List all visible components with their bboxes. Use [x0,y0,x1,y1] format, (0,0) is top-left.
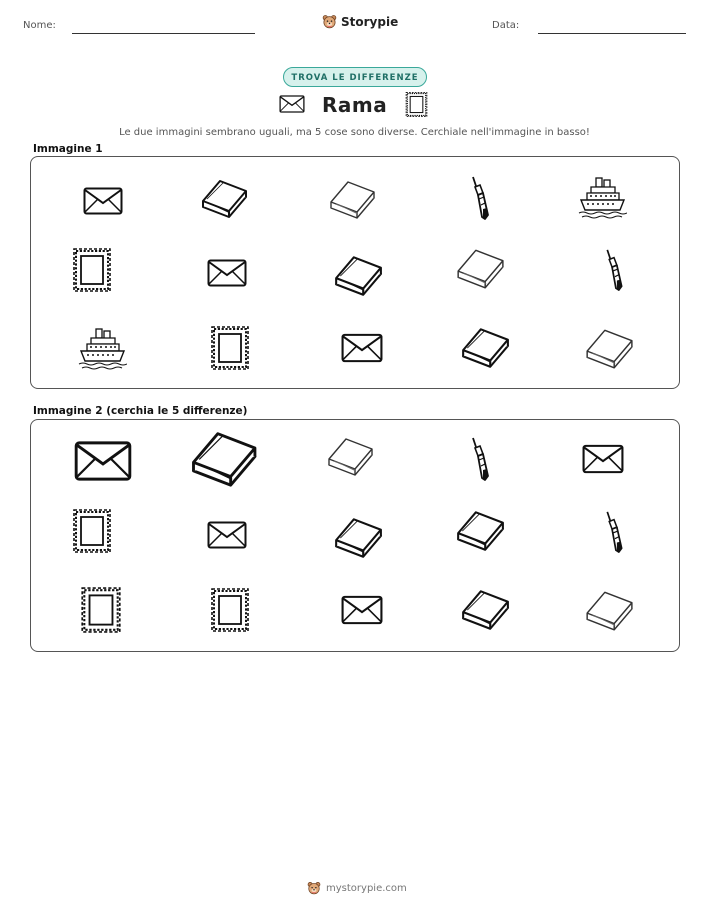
pen-icon[interactable] [469,436,491,482]
envelope-icon[interactable] [83,186,123,216]
date-label: Data: [492,20,520,31]
instructions: Le due immagini sembrano uguali, ma 5 cose sono diverse. Cerchiale nell'immagine in basso! [119,127,590,138]
footer-site[interactable]: mystorypie.com [326,882,407,894]
envelope-icon[interactable] [341,333,383,363]
pen-icon[interactable] [469,175,491,221]
ship-icon[interactable] [77,325,127,373]
envelope-icon[interactable] [341,595,383,625]
pen-icon[interactable] [604,510,624,554]
page-title: Rama [322,93,388,117]
bear-icon [322,14,337,29]
book-icon[interactable] [332,515,384,559]
book-icon[interactable] [583,587,635,633]
panel2-label: Immagine 2 (cerchia le 5 differenze) [33,405,248,417]
stamp-icon [405,91,428,118]
book-icon[interactable] [332,253,384,297]
book-icon[interactable] [327,177,377,221]
stamp-icon[interactable] [71,247,113,293]
brand-name: Storypie [341,14,399,29]
activity-badge: TROVA LE DIFFERENZE [283,67,427,87]
title-row [0,93,709,121]
picture-panel-2[interactable] [30,419,680,652]
picture-panel-1[interactable] [30,156,680,389]
name-field[interactable] [72,33,255,34]
book-icon[interactable] [454,507,506,553]
ship-icon[interactable] [577,175,627,221]
envelope-icon [279,95,305,113]
book-icon[interactable] [459,587,511,631]
stamp-icon[interactable] [209,325,251,371]
brand-logo [322,14,398,29]
envelope-icon[interactable] [582,444,624,474]
footer [307,881,407,895]
stamp-icon[interactable] [71,508,113,554]
book-icon[interactable] [583,325,635,371]
envelope-icon[interactable] [207,520,247,550]
book-icon[interactable] [325,433,375,479]
stamp-icon[interactable] [79,586,123,634]
bear-icon [307,881,321,895]
book-icon[interactable] [459,325,511,369]
book-icon[interactable] [186,428,261,488]
panel1-label: Immagine 1 [33,143,103,155]
envelope-icon[interactable] [74,440,132,482]
name-label: Nome: [23,20,56,31]
pen-icon[interactable] [604,248,624,292]
stamp-icon[interactable] [209,587,251,633]
book-icon[interactable] [199,177,249,219]
book-icon[interactable] [454,245,506,291]
date-field[interactable] [538,33,686,34]
envelope-icon[interactable] [207,258,247,288]
